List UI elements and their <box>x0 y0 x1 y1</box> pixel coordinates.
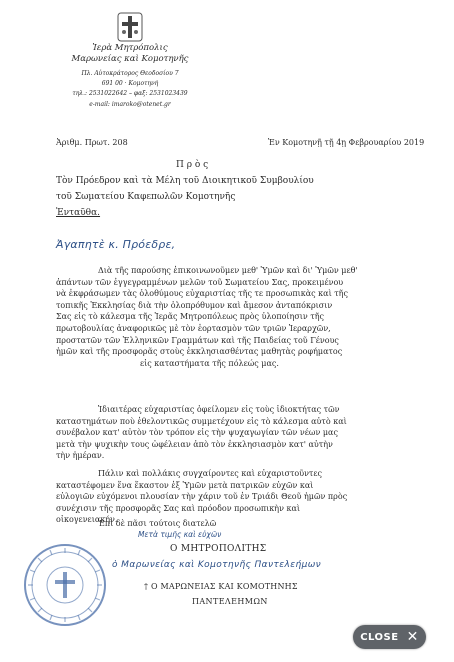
letterhead-postcode: 691 00 · Κομοτηνή <box>101 80 159 87</box>
letterhead-line: Μαρωνείας καὶ Κομοτηνῆς <box>71 54 189 64</box>
salutation: Ἀγαπητὲ κ. Πρόεδρε, <box>56 238 176 251</box>
addressee-location: Ἐνταῦθα. <box>56 208 101 218</box>
text-line: τοπικῆς Ἐκκλησίας διὰ τὴν ὁλοπρόθυμον καὶ ἄμεσον ἀνταπόκρισιν <box>56 300 333 310</box>
text-line: ἁπάντων τῶν ἐγγεγραμμένων μελῶν τοῦ Σωματείου Σας, προκειμένου <box>56 277 344 287</box>
addressee-line: Τὸν Πρόεδρον καὶ τὰ Μέλη τοῦ Διοικητικοῦ Συμβουλίου <box>56 176 314 186</box>
text-line: καταστέφομεν ἕνα ἕκαστον ἐξ Ὑμῶν μετὰ πατρικῶν εὐχῶν καὶ <box>56 480 314 490</box>
letter-date: Ἐν Κομοτηνῇ τῇ 4ῃ Φεβρουαρίου 2019 <box>268 138 425 147</box>
paragraph-1 <box>56 265 382 369</box>
text-line: Σας εἰς τὸ κάλεσμα τῆς Ἱερᾶς Μητροπόλεως πρὸς ὑλοποίησιν τῆς <box>56 312 325 322</box>
text-line: τὴν ἡμέραν. <box>56 451 105 461</box>
close-label: CLOSE <box>360 631 399 643</box>
signatory-name: † Ο ΜΑΡΩΝΕΙΑΣ ΚΑΙ ΚΟΜΟΤΗΝΗΣ <box>144 582 298 591</box>
cross-emblem-icon <box>117 12 143 42</box>
letterhead-phone: τηλ.: 2531022642 – φαξ: 2531023439 <box>72 90 188 97</box>
text-line: Διὰ τῆς παρούσης ἐπικοινωνοῦμεν μεθ' Ὑμῶν καὶ δι' Ὑμῶν μεθ' <box>98 266 358 275</box>
text-line: μετὰ τὴν ψυχικὴν τους ὠφέλειαν ἀπὸ τὸν ἐκκλησιασμὸν κατ' αὐτὴν <box>56 439 333 449</box>
paragraph-2 <box>56 404 382 462</box>
addressee-to: Π ρ ὸ ς <box>176 160 209 170</box>
text-line: συνέχισιν τῆς προσφορᾶς Σας καὶ πρόοδον προσωπικὴν καὶ <box>56 503 301 513</box>
close-icon: ✕ <box>406 629 419 645</box>
paragraph-4 <box>56 518 382 530</box>
official-seal-icon <box>22 542 108 628</box>
text-line: Ἰδιαιτέρας εὐχαριστίας ὀφείλομεν εἰς τοὺς ἰδιοκτήτας τῶν <box>98 405 340 414</box>
text-line: εὐλογιῶν εὐχόμενοι πλουσίαν τὴν χάριν τοῦ ἐν Τριάδι Θεοῦ ἡμῶν πρὸς <box>56 492 348 502</box>
signatory-name: ΠΑΝΤΕΛΕΗΜΩΝ <box>192 597 268 606</box>
letterhead-address: Πλ. Αὐτοκράτορος Θεοδοσίου 7 <box>81 70 179 77</box>
text-line: εἰς καταστήματα τῆς πόλεώς μας. <box>140 358 279 368</box>
letterhead-line: Ἱερὰ Μητρόπολις <box>92 43 168 53</box>
close-button[interactable] <box>353 625 426 649</box>
closing-regards: Μετὰ τιμῆς καὶ εὐχῶν <box>138 530 222 539</box>
text-line: οἰκογενειακήν. <box>56 515 118 525</box>
protocol-number: Ἀριθμ. Πρωτ. 208 <box>56 138 128 147</box>
text-line: Ἐπὶ δὲ πᾶσι τούτοις διατελῶ <box>98 519 217 528</box>
handwritten-signature: ὁ Μαρωνείας καὶ Κομοτηνῆς Παντελεήμων <box>112 560 322 570</box>
text-line: καταστημάτων ποὺ ἐθελοντικῶς συμμετέχουν εἰς τὸ κάλεσμα αὐτὸ καὶ <box>56 416 347 426</box>
text-line: ἡμῶν καὶ τῆς προσφορᾶς στοὺς ἐκκλησιασθέντας μαθητὰς ροφήματος <box>56 347 343 357</box>
letterhead-email: e-mail: imaroko@otenet.gr <box>89 101 171 108</box>
addressee-line: τοῦ Σωματείου Καφεπωλῶν Κομοτηνῆς <box>56 192 236 202</box>
text-line: πρωτοβουλίας ἀναφορικῶς μὲ τὸν ἑορτασμὸν τῶν τριῶν Ἱεραρχῶν, <box>56 323 331 333</box>
signature-title: Ο ΜΗΤΡΟΠΟΛΙΤΗΣ <box>170 544 267 554</box>
text-line: συνέβαλον κατ' αὐτὸν τὸν τρόπον εἰς τὴν ψυχαγωγίαν τῶν νέων μας <box>56 428 338 438</box>
text-line: προστατῶν τῶν Ἑλληνικῶν Γραμμάτων καὶ τῆς Παιδείας τοῦ Γένους <box>56 335 339 345</box>
text-line: νὰ ἐκφράσωμεν τὰς ὁλοθύμους εὐχαριστίας τῆς τε προσωπικὰς καὶ τῆς <box>56 289 348 299</box>
text-line: Πάλιν καὶ πολλάκις συγχαίροντες καὶ εὐχαριστοῦντες <box>98 469 322 478</box>
